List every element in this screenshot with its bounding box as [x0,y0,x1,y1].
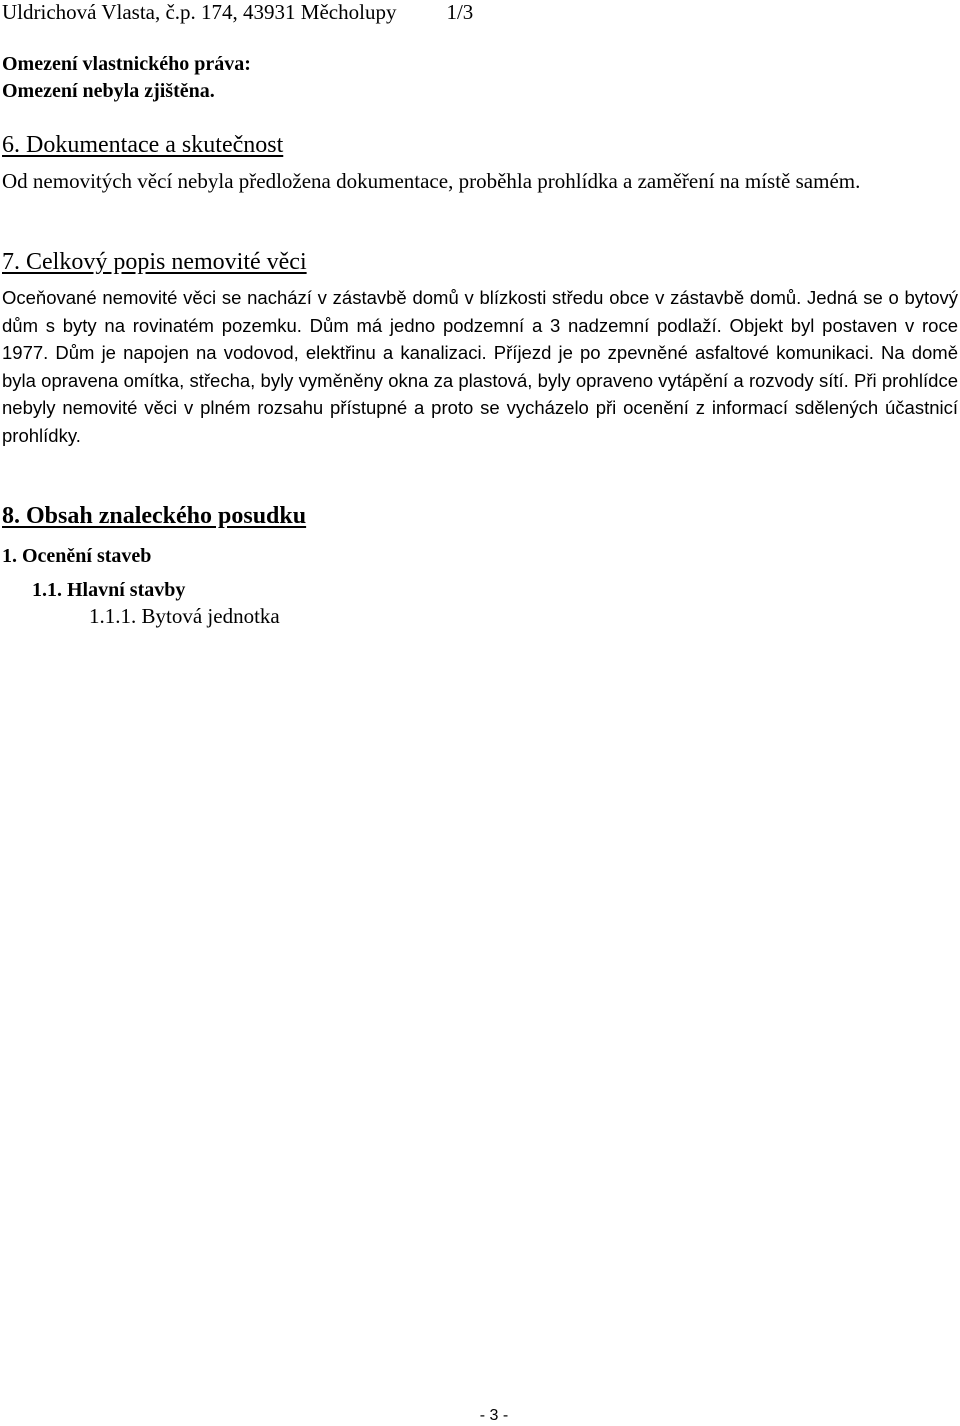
section-6-heading: 6. Dokumentace a skutečnost [2,132,284,158]
outline-level-2: 1.1. Hlavní stavby [32,579,186,601]
owner-address: Uldrichová Vlasta, č.p. 174, 43931 Měcholupy [2,0,397,24]
restriction-value: Omezení nebyla zjištěna. [2,80,215,102]
section-8-heading: 8. Obsah znaleckého posudku [2,503,307,529]
document-header [2,0,473,24]
page-number [0,1406,960,1426]
page-number-text: - 3 - [479,1407,509,1424]
outline-level-3: 1.1.1. Bytová jednotka [89,604,280,628]
section-7-text: Oceňované nemovité věci se nachází v zástavbě domů v blízkosti středu obce v zástavbě domů. Jedná se o bytový dům s byty na rovinatém pozemku. Dům má jedno podzemní a 3 nadzemní podlaží. Objekt byl postaven v roce 1977. Dům je napojen na vodovod, elektřinu a kanalizaci. Příjezd je po zpevněné asfaltové komunikaci. Na domě byla opravena omítka, střecha, byly vyměněny okna za plastová, byly opraveno vytápění a rozvody sítí. Při prohlídce nebyly nemovité věci v plném rozsahu přístupné a proto se vycházelo při ocenění z informací sdělených účastnicí prohlídky. [2,287,958,446]
ownership-share: 1/3 [446,0,474,24]
outline-level-1: 1. Ocenění staveb [2,545,152,567]
restriction-title: Omezení vlastnického práva: [2,53,251,75]
section-6-text: Od nemovitých věcí nebyla předložena dokumentace, proběhla prohlídka a zaměření na místě samém. [2,169,861,193]
section-7-heading: 7. Celkový popis nemovité věci [2,249,307,275]
